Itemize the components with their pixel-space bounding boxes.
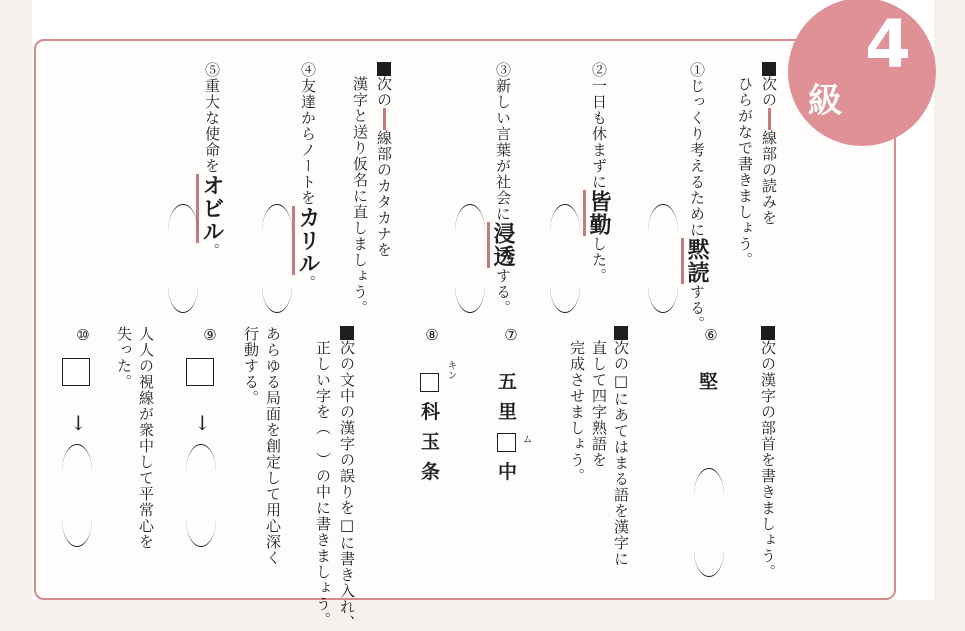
bullet-square-icon	[377, 62, 391, 76]
q6-kanji: 堅	[699, 371, 719, 393]
q9-num: ⑨	[201, 326, 219, 345]
q8-furigana: キン	[445, 360, 456, 380]
section4-instruction-line3: 完成させましょう。	[568, 340, 586, 484]
section1-instruction-line2: ひらがなで書きましょう。	[736, 76, 754, 268]
q10-wrong-char-box[interactable]	[62, 358, 90, 386]
q9-line1: あらゆる局面を創定して用心深く	[264, 326, 282, 566]
q1-target: 黙読	[681, 238, 710, 284]
q7-char4: 中	[498, 461, 518, 483]
q10-num: ⑩	[74, 326, 92, 345]
underline-sample	[383, 108, 386, 130]
q5-target: オビル	[196, 174, 225, 243]
section2-instruction-line2: 漢字と送り仮名に直しましょう。	[351, 76, 369, 316]
q9-arrow-icon: ↓	[194, 411, 211, 435]
q10-line1: 人人の視線が衆中して平常心を	[137, 326, 155, 550]
q3-text: ③新しい言葉が社会に浸透する。	[492, 62, 514, 316]
q9-line2: 行動する。	[242, 326, 260, 406]
q10-line2: 失った。	[115, 326, 133, 390]
section5-instruction-line2: 正しい字を（ ）の中に書きましょう。	[314, 340, 332, 628]
q7-char1: 五	[498, 371, 518, 393]
q1-text: ①じっくり考えるために黙読する。	[686, 62, 708, 332]
q2-target: 皆勤	[583, 190, 612, 236]
q9-wrong-char-box[interactable]	[186, 358, 214, 386]
q8-char2: 科	[421, 401, 441, 423]
bullet-square-icon	[340, 326, 354, 340]
q7-char2: 里	[498, 401, 518, 423]
bullet-square-icon	[614, 326, 628, 340]
grade-number: 4	[865, 6, 911, 83]
q3-target: 浸透	[487, 222, 516, 268]
q8-blank-box[interactable]	[420, 373, 439, 392]
section4-instruction-line1: 次の□にあてはまる語を漢字に	[610, 326, 632, 567]
underline-sample	[768, 108, 771, 130]
q8-char3: 玉	[421, 431, 441, 453]
section1-instruction-line1: 次の線部の読みを	[758, 62, 780, 226]
q4-text: ④友達からノートをカリル。	[297, 62, 319, 291]
section2-instruction-line1: 次の線部のカタカナを	[373, 62, 395, 258]
q7-furigana: ム	[520, 434, 531, 444]
q7-blank-box[interactable]	[497, 433, 516, 452]
grade-kyu-label: 級	[808, 81, 842, 121]
bullet-square-icon	[762, 62, 776, 76]
section4-instruction-line2: 直して四字熟語を	[590, 340, 608, 468]
q10-arrow-icon: ↓	[70, 411, 87, 435]
q8-num: ⑧	[423, 326, 441, 345]
q5-text: ⑤重大な使命をオビル。	[201, 62, 223, 259]
section3-instruction: 次の漢字の部首を書きましょう。	[757, 326, 779, 580]
q4-target: カリル	[292, 206, 321, 275]
q7-num: ⑦	[502, 326, 520, 345]
q2-text: ②一日も休まずに皆勤した。	[588, 62, 610, 284]
bullet-square-icon	[761, 326, 775, 340]
section5-instruction-line1: 次の文中の漢字の誤りを□に書き入れ、	[336, 326, 358, 631]
q8-char4: 条	[421, 461, 441, 483]
q6-num: ⑥	[702, 326, 720, 345]
